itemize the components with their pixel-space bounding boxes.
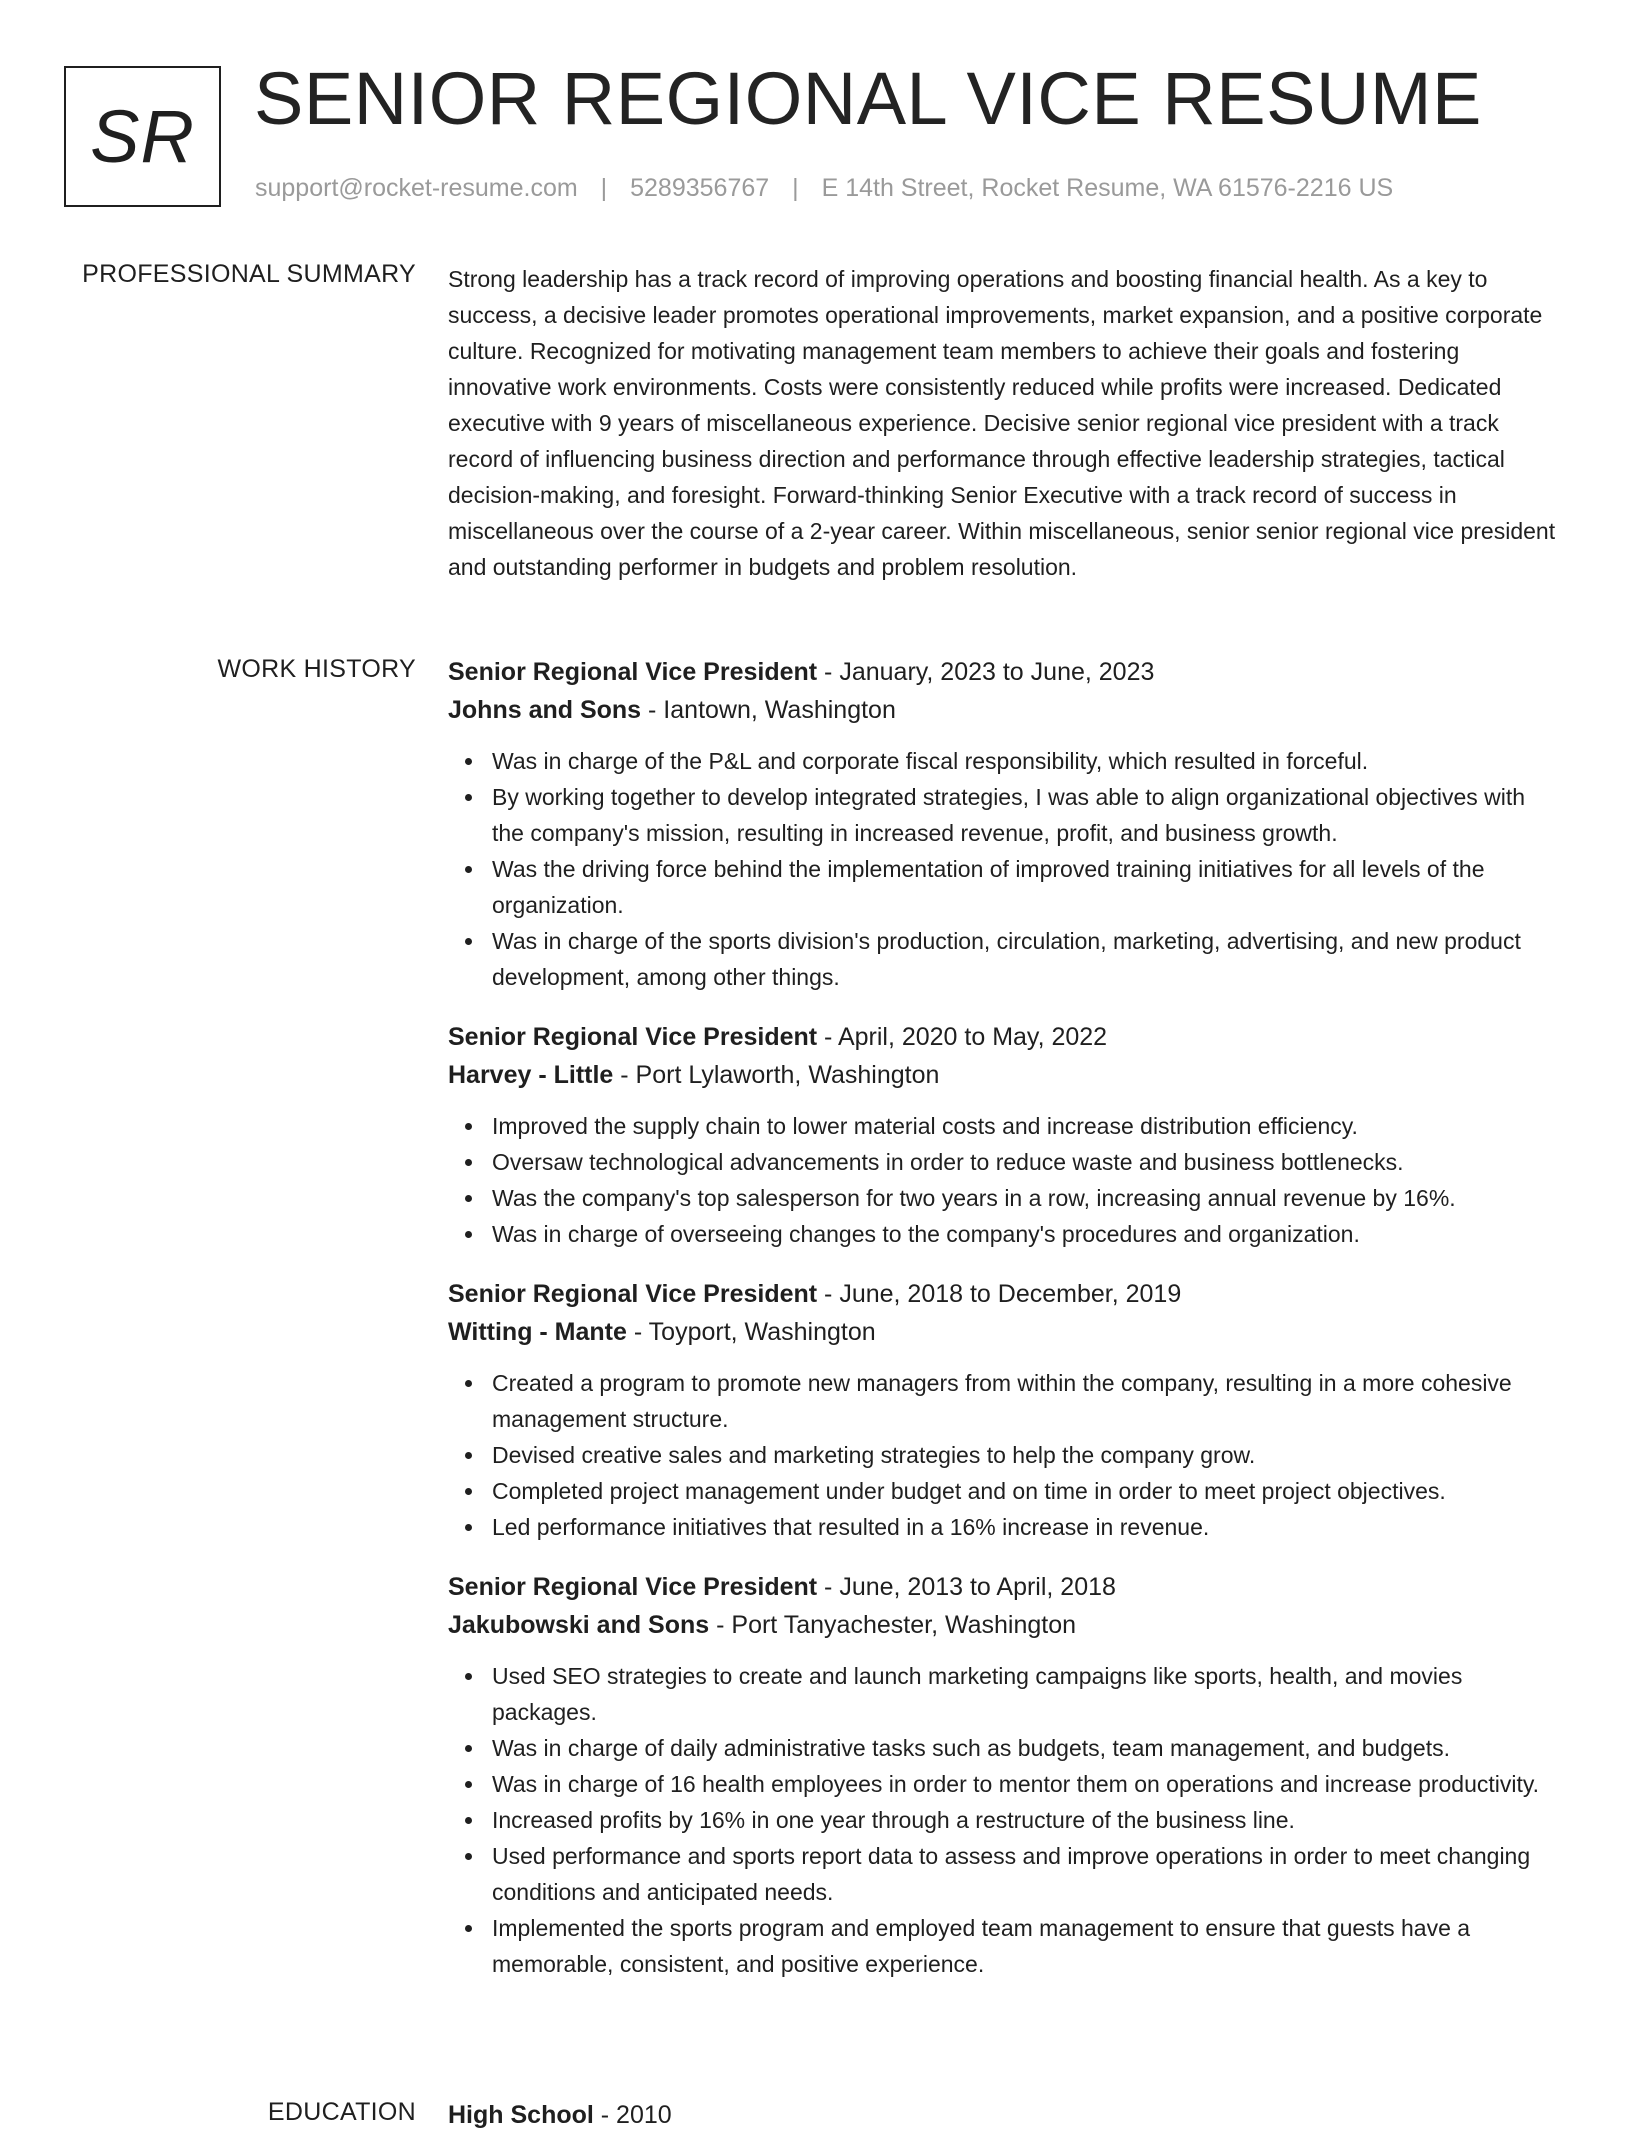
job-location: - Port Tanyachester, Washington: [709, 1611, 1077, 1639]
summary-text: Strong leadership has a track record of improving operations and boosting financial health. As a key to success, a decisive leader promotes operational improvements, market expansion, and a positive corporate culture. Recognized for motivating management team members to achieve their goals and fostering innovative work environments. Costs were consistently reduced while profits were increased. Dedicated executive with 9 years of miscellaneous experience. Decisive senior regional vice president with a track record of influencing business direction and performance through effective leadership strategies, tactical decision-making, and foresight. Forward-thinking Senior Executive with a track record of success in miscellaneous over the course of a 2-year career. Within miscellaneous, senior senior regional vice president and outstanding performer in budgets and problem resolution.: [448, 266, 1556, 580]
job-bullet: Increased profits by 16% in one year through a restructure of the business line.: [492, 1802, 1563, 1838]
job-location: - Iantown, Washington: [641, 696, 896, 724]
job-title-line: [448, 1275, 1563, 1313]
job-bullet: Was in charge of the sports division's production, circulation, marketing, advertising, and new product development, among other things.: [492, 923, 1563, 995]
contact-separator: |: [792, 174, 799, 202]
job-bullet: Completed project management under budget and on time in order to meet project objectives.: [492, 1473, 1563, 1509]
job-bullets: [448, 743, 1563, 995]
job-bullets: [448, 1365, 1563, 1545]
job-entry: [448, 1275, 1563, 1545]
job-company-line: [448, 691, 1563, 729]
job-title: Senior Regional Vice President: [448, 658, 818, 686]
job-bullet: Used SEO strategies to create and launch marketing campaigns like sports, health, and movies packages.: [492, 1658, 1563, 1730]
job-title: Senior Regional Vice President: [448, 1023, 818, 1051]
education-year: - 2010: [593, 2101, 672, 2129]
job-bullets: [448, 1108, 1563, 1252]
job-bullet: Was the company's top salesperson for two years in a row, increasing annual revenue by 16%.: [492, 1180, 1563, 1216]
job-company: Witting - Mante: [448, 1318, 627, 1346]
job-title-line: [448, 1568, 1563, 1606]
job-title-line: [448, 1018, 1563, 1056]
job-dates: - January, 2023 to June, 2023: [817, 658, 1155, 686]
job-bullet: Created a program to promote new managers from within the company, resulting in a more cohesive management structure.: [492, 1365, 1563, 1437]
summary-heading: PROFESSIONAL SUMMARY: [82, 260, 416, 288]
job-title: Senior Regional Vice President: [448, 1280, 818, 1308]
education-line: [448, 2096, 1563, 2134]
job-bullet: Used performance and sports report data to assess and improve operations in order to meet changing conditions and anticipated needs.: [492, 1838, 1563, 1910]
job-bullet: Was in charge of the P&L and corporate fiscal responsibility, which resulted in forceful.: [492, 743, 1563, 779]
job-company: Jakubowski and Sons: [448, 1611, 710, 1639]
job-title: Senior Regional Vice President: [448, 1573, 818, 1601]
contact-line: [255, 174, 1393, 203]
job-bullet: Was in charge of daily administrative tasks such as budgets, team management, and budgets.: [492, 1730, 1563, 1766]
job-company-line: [448, 1313, 1563, 1351]
monogram-badge: SR: [64, 66, 221, 207]
work-history-body: [448, 653, 1563, 2005]
job-dates: - June, 2018 to December, 2019: [817, 1280, 1182, 1308]
job-location: - Port Lylaworth, Washington: [613, 1061, 940, 1089]
job-dates: - April, 2020 to May, 2022: [817, 1023, 1108, 1051]
job-entry: [448, 1568, 1563, 1982]
education-body: [448, 2096, 1563, 2134]
job-bullet: Led performance initiatives that resulted in a 16% increase in revenue.: [492, 1509, 1563, 1545]
job-company: Johns and Sons: [448, 696, 642, 724]
summary-body: [448, 261, 1563, 585]
contact-phone: 5289356767: [630, 174, 770, 202]
contact-address: E 14th Street, Rocket Resume, WA 61576-2216 US: [821, 174, 1394, 202]
job-dates: - June, 2013 to April, 2018: [817, 1573, 1116, 1601]
job-title-line: [448, 653, 1563, 691]
job-bullet: Oversaw technological advancements in order to reduce waste and business bottlenecks.: [492, 1144, 1563, 1180]
job-entry: [448, 653, 1563, 995]
education-heading: EDUCATION: [267, 2098, 416, 2126]
job-bullets: [448, 1658, 1563, 1982]
job-company-line: [448, 1056, 1563, 1094]
resume-title: SENIOR REGIONAL VICE RESUME: [254, 57, 1482, 140]
job-location: - Toyport, Washington: [626, 1318, 876, 1346]
job-bullet: Was the driving force behind the implementation of improved training initiatives for all levels of the organization.: [492, 851, 1563, 923]
contact-email: support@rocket-resume.com: [255, 174, 578, 202]
contact-separator: |: [600, 174, 608, 202]
job-bullet: Was in charge of 16 health employees in order to mentor them on operations and increase productivity.: [492, 1766, 1563, 1802]
job-entry: [448, 1018, 1563, 1252]
job-company-line: [448, 1606, 1563, 1644]
work-history-heading: WORK HISTORY: [217, 655, 416, 683]
job-bullet: Improved the supply chain to lower material costs and increase distribution efficiency.: [492, 1108, 1563, 1144]
job-company: Harvey - Little: [448, 1061, 614, 1089]
job-bullet: Was in charge of overseeing changes to the company's procedures and organization.: [492, 1216, 1563, 1252]
job-bullet: By working together to develop integrated strategies, I was able to align organizational objectives with the company's mission, resulting in increased revenue, profit, and business growth.: [492, 779, 1563, 851]
job-bullet: Implemented the sports program and employed team management to ensure that guests have a memorable, consistent, and positive experience.: [492, 1910, 1563, 1982]
job-bullet: Devised creative sales and marketing strategies to help the company grow.: [492, 1437, 1563, 1473]
education-degree: High School: [448, 2101, 594, 2129]
